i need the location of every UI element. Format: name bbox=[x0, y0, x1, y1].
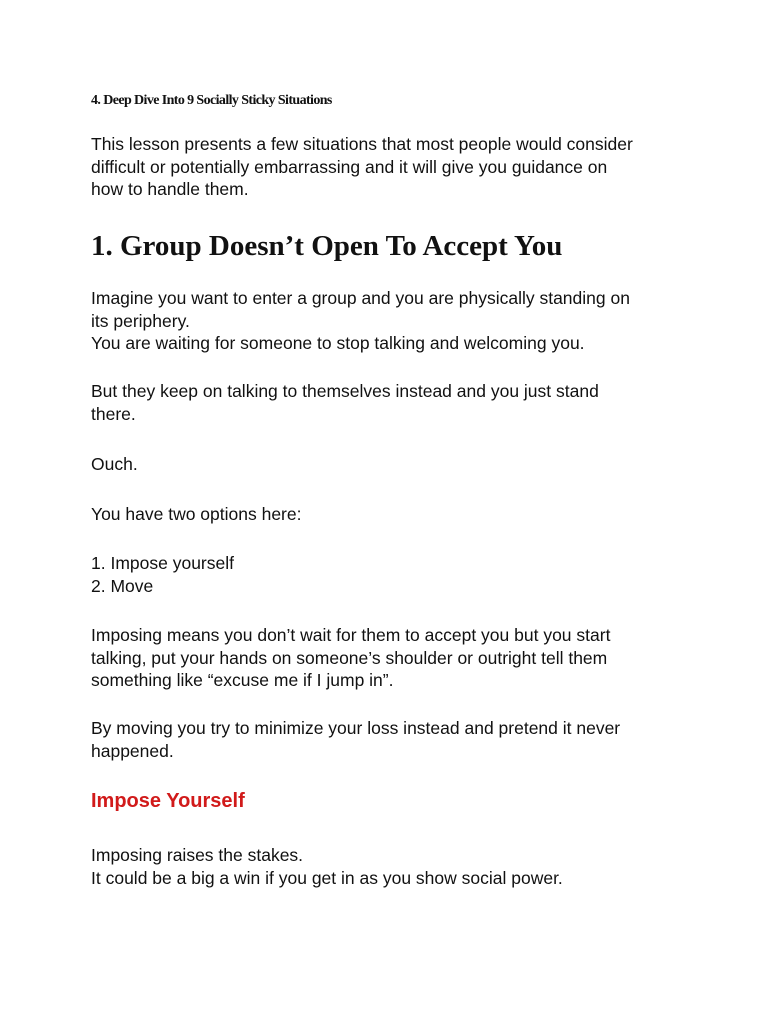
paragraph-line: something like “excuse me if I jump in”. bbox=[91, 670, 394, 690]
paragraph-line: Imposing raises the stakes. bbox=[91, 845, 304, 865]
paragraph-by-moving bbox=[91, 717, 620, 762]
intro-paragraph bbox=[91, 133, 633, 201]
paragraph-line: It could be a big a win if you get in as you show social power. bbox=[91, 867, 563, 888]
paragraph-but-they bbox=[91, 380, 599, 425]
paragraph-line: You are waiting for someone to stop talking and welcoming you. bbox=[91, 333, 585, 353]
intro-line: This lesson presents a few situations that most people would consider bbox=[91, 134, 633, 154]
paragraph-imagine bbox=[91, 287, 630, 355]
paragraph-line: By moving you try to minimize your loss instead and pretend it never bbox=[91, 718, 621, 738]
section-title: 1. Group Doesn’t Open To Accept You bbox=[91, 230, 563, 262]
intro-line: how to handle them. bbox=[91, 179, 249, 199]
paragraph-line: But they keep on talking to themselves instead and you just stand bbox=[91, 381, 599, 401]
lesson-heading: 4. Deep Dive Into 9 Socially Sticky Situations bbox=[91, 93, 332, 108]
paragraph-line: Imposing means you don’t wait for them to accept you but you start bbox=[91, 625, 611, 645]
paragraph-line: happened. bbox=[91, 740, 174, 761]
paragraph-ouch: Ouch. bbox=[91, 454, 138, 474]
paragraph-line: talking, put your hands on someone’s shoulder or outright tell them bbox=[91, 647, 608, 668]
paragraph-line: its periphery. bbox=[91, 310, 190, 331]
options-list bbox=[91, 552, 234, 597]
paragraph-line: Imagine you want to enter a group and you are physically standing on bbox=[91, 288, 630, 308]
sub-heading-impose-yourself: Impose Yourself bbox=[91, 790, 245, 812]
paragraph-imposing-means bbox=[91, 624, 610, 692]
intro-line: difficult or potentially embarrassing and it will give you guidance on bbox=[91, 156, 608, 177]
option-item: 1. Impose yourself bbox=[91, 553, 234, 573]
option-item: 2. Move bbox=[91, 575, 154, 596]
paragraph-imposing-raises bbox=[91, 844, 563, 889]
paragraph-line: there. bbox=[91, 403, 136, 424]
paragraph-two-options: You have two options here: bbox=[91, 504, 302, 524]
